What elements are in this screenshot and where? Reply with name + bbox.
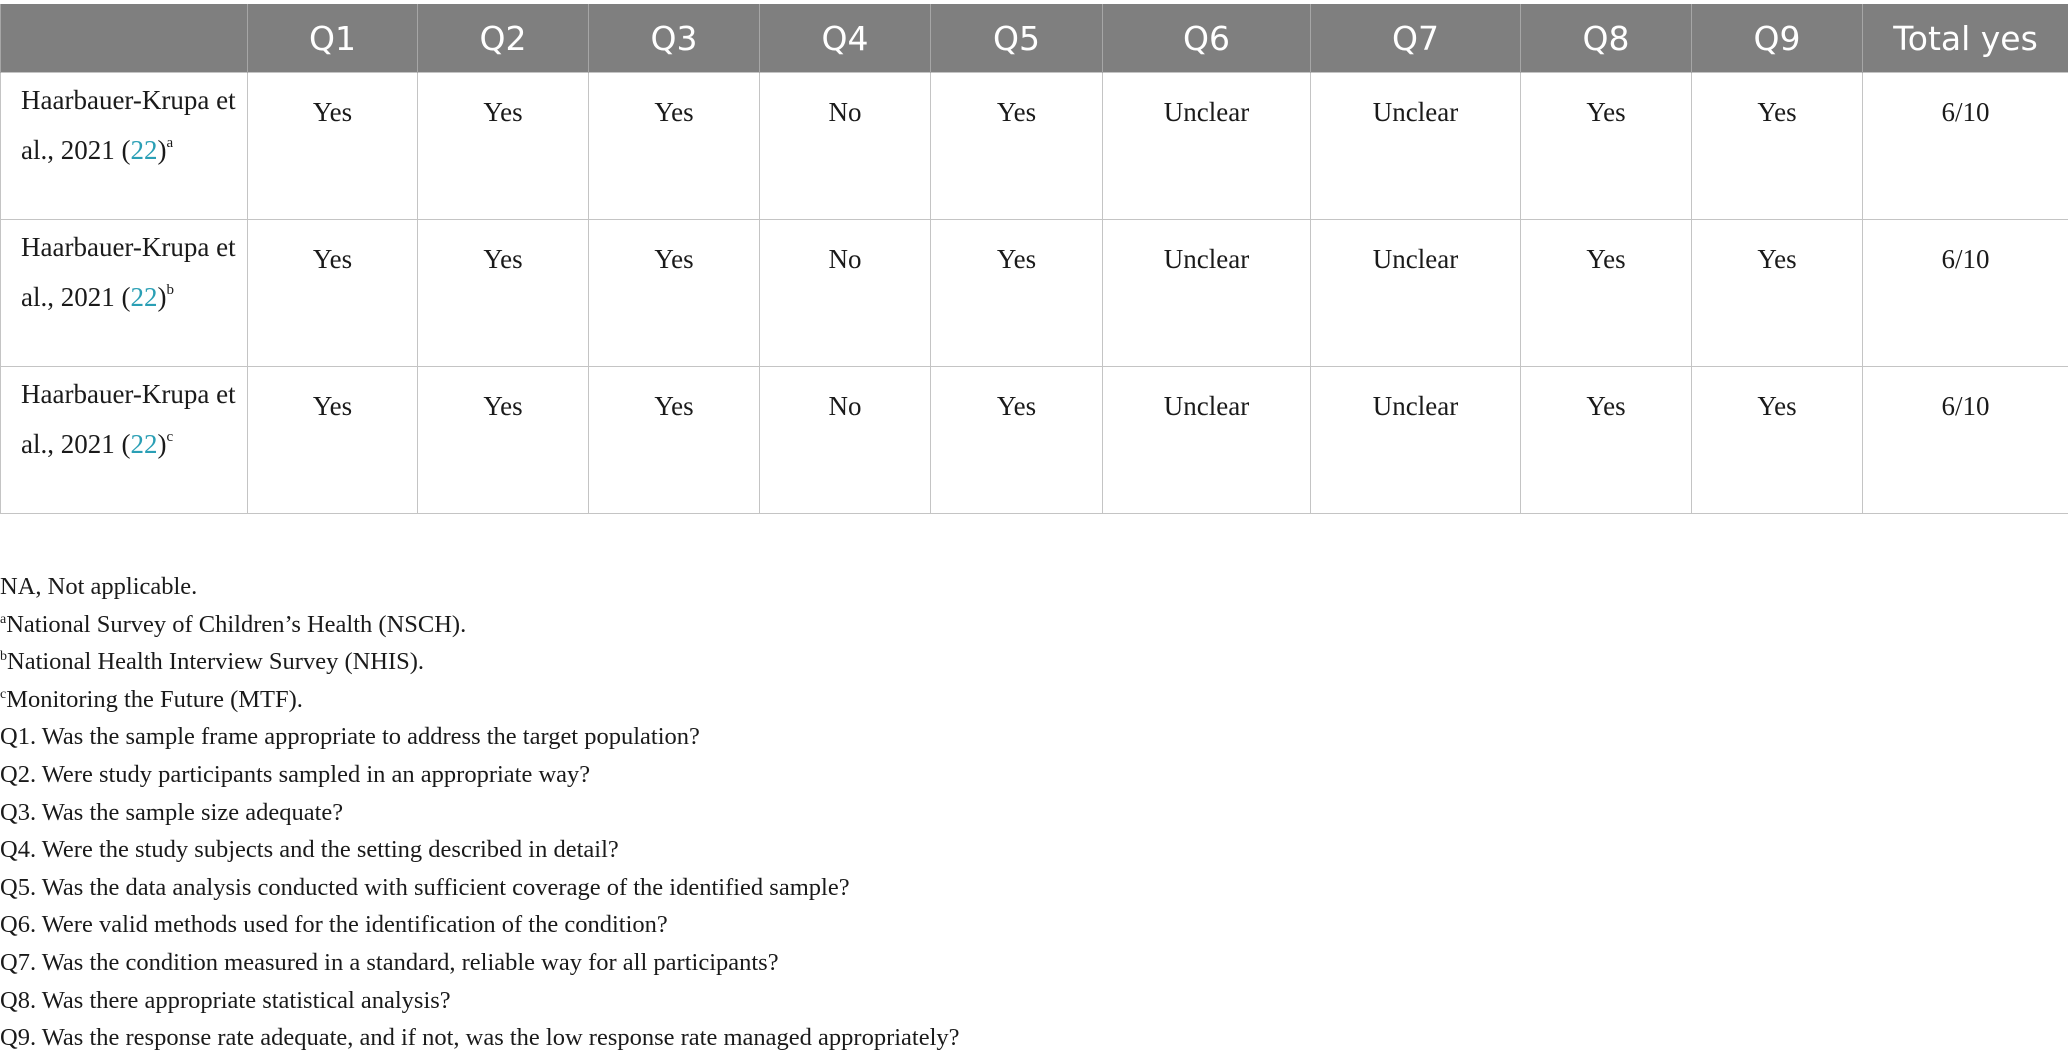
q2-cell: Yes [418, 73, 589, 220]
q8-cell: Yes [1521, 73, 1692, 220]
q4-cell: No [760, 367, 931, 514]
question-q3: Q3. Was the sample size adequate? [0, 798, 344, 826]
footnote-mark: c [166, 429, 174, 445]
header-q2: Q2 [418, 4, 589, 73]
reference-link[interactable]: 22 [130, 135, 158, 165]
table-row [1, 367, 2068, 514]
q3-cell: Yes [589, 73, 760, 220]
quality-assessment-table-container [0, 4, 2068, 514]
q3-cell: Yes [589, 220, 760, 367]
question-q4: Q4. Were the study subjects and the setting described in detail? [0, 836, 619, 864]
ref-close: ) [157, 282, 167, 312]
reference-link[interactable]: 22 [130, 429, 158, 459]
study-name: Haarbauer-Krupa et al., 2021 [21, 85, 236, 165]
table-notes [0, 568, 960, 1057]
footnote-b [0, 643, 960, 681]
q7-cell: Unclear [1311, 220, 1521, 367]
q8-cell: Yes [1521, 367, 1692, 514]
study-cell [1, 367, 248, 514]
q7-cell: Unclear [1311, 367, 1521, 514]
q6-cell: Unclear [1103, 220, 1311, 367]
q9-cell: Yes [1692, 367, 1863, 514]
study-cell [1, 73, 248, 220]
header-q6: Q6 [1103, 4, 1311, 73]
footnote-text: National Survey of Children’s Health (NSCH). [6, 610, 467, 638]
q4-cell: No [760, 220, 931, 367]
q2-cell: Yes [418, 367, 589, 514]
question-q8: Q8. Was there appropriate statistical analysis? [0, 986, 451, 1014]
ref-open: ( [121, 135, 131, 165]
header-q4: Q4 [760, 4, 931, 73]
study-cell [1, 220, 248, 367]
footnote-mark: b [0, 649, 7, 665]
q1-cell: Yes [248, 220, 418, 367]
na-note: NA, Not applicable. [0, 573, 198, 600]
footnote-mark: b [166, 282, 174, 298]
q9-cell: Yes [1692, 220, 1863, 367]
q6-cell: Unclear [1103, 73, 1311, 220]
q1-cell: Yes [248, 367, 418, 514]
quality-assessment-table [0, 4, 2068, 514]
header-q9: Q9 [1692, 4, 1863, 73]
ref-open: ( [121, 429, 131, 459]
total-yes-cell: 6/10 [1863, 73, 2068, 220]
question-q6: Q6. Were valid methods used for the identification of the condition? [0, 911, 668, 939]
header-q5: Q5 [931, 4, 1103, 73]
q6-cell: Unclear [1103, 367, 1311, 514]
q1-cell: Yes [248, 73, 418, 220]
study-name: Haarbauer-Krupa et al., 2021 [21, 379, 236, 459]
question-q7: Q7. Was the condition measured in a standard, reliable way for all participants? [0, 948, 779, 976]
header-q3: Q3 [589, 4, 760, 73]
ref-close: ) [157, 135, 167, 165]
header-q8: Q8 [1521, 4, 1692, 73]
header-total-yes: Total yes [1863, 4, 2068, 73]
footnote-mark: a [166, 135, 174, 151]
footnote-c [0, 681, 960, 719]
q7-cell: Unclear [1311, 73, 1521, 220]
q5-cell: Yes [931, 73, 1103, 220]
study-name: Haarbauer-Krupa et al., 2021 [21, 232, 236, 312]
table-row [1, 220, 2068, 367]
question-q1: Q1. Was the sample frame appropriate to address the target population? [0, 723, 700, 751]
question-q5: Q5. Was the data analysis conducted with sufficient coverage of the identified sample? [0, 873, 850, 901]
question-q2: Q2. Were study participants sampled in an appropriate way? [0, 760, 591, 788]
header-row [1, 4, 2068, 73]
reference-link[interactable]: 22 [130, 282, 158, 312]
ref-close: ) [157, 429, 167, 459]
q4-cell: No [760, 73, 931, 220]
q5-cell: Yes [931, 220, 1103, 367]
footnote-mark: a [0, 611, 7, 627]
footnote-text: Monitoring the Future (MTF). [6, 685, 303, 713]
footnote-a [0, 606, 960, 644]
header-q7: Q7 [1311, 4, 1521, 73]
header-q1: Q1 [248, 4, 418, 73]
header-study [1, 4, 248, 73]
question-q9: Q9. Was the response rate adequate, and if not, was the low response rate managed appropriately? [0, 1024, 960, 1052]
total-yes-cell: 6/10 [1863, 367, 2068, 514]
q3-cell: Yes [589, 367, 760, 514]
total-yes-cell: 6/10 [1863, 220, 2068, 367]
q9-cell: Yes [1692, 73, 1863, 220]
q8-cell: Yes [1521, 220, 1692, 367]
footnote-mark: c [0, 686, 7, 702]
q5-cell: Yes [931, 367, 1103, 514]
table-row [1, 73, 2068, 220]
ref-open: ( [121, 282, 131, 312]
q2-cell: Yes [418, 220, 589, 367]
footnote-text: National Health Interview Survey (NHIS). [7, 648, 425, 676]
